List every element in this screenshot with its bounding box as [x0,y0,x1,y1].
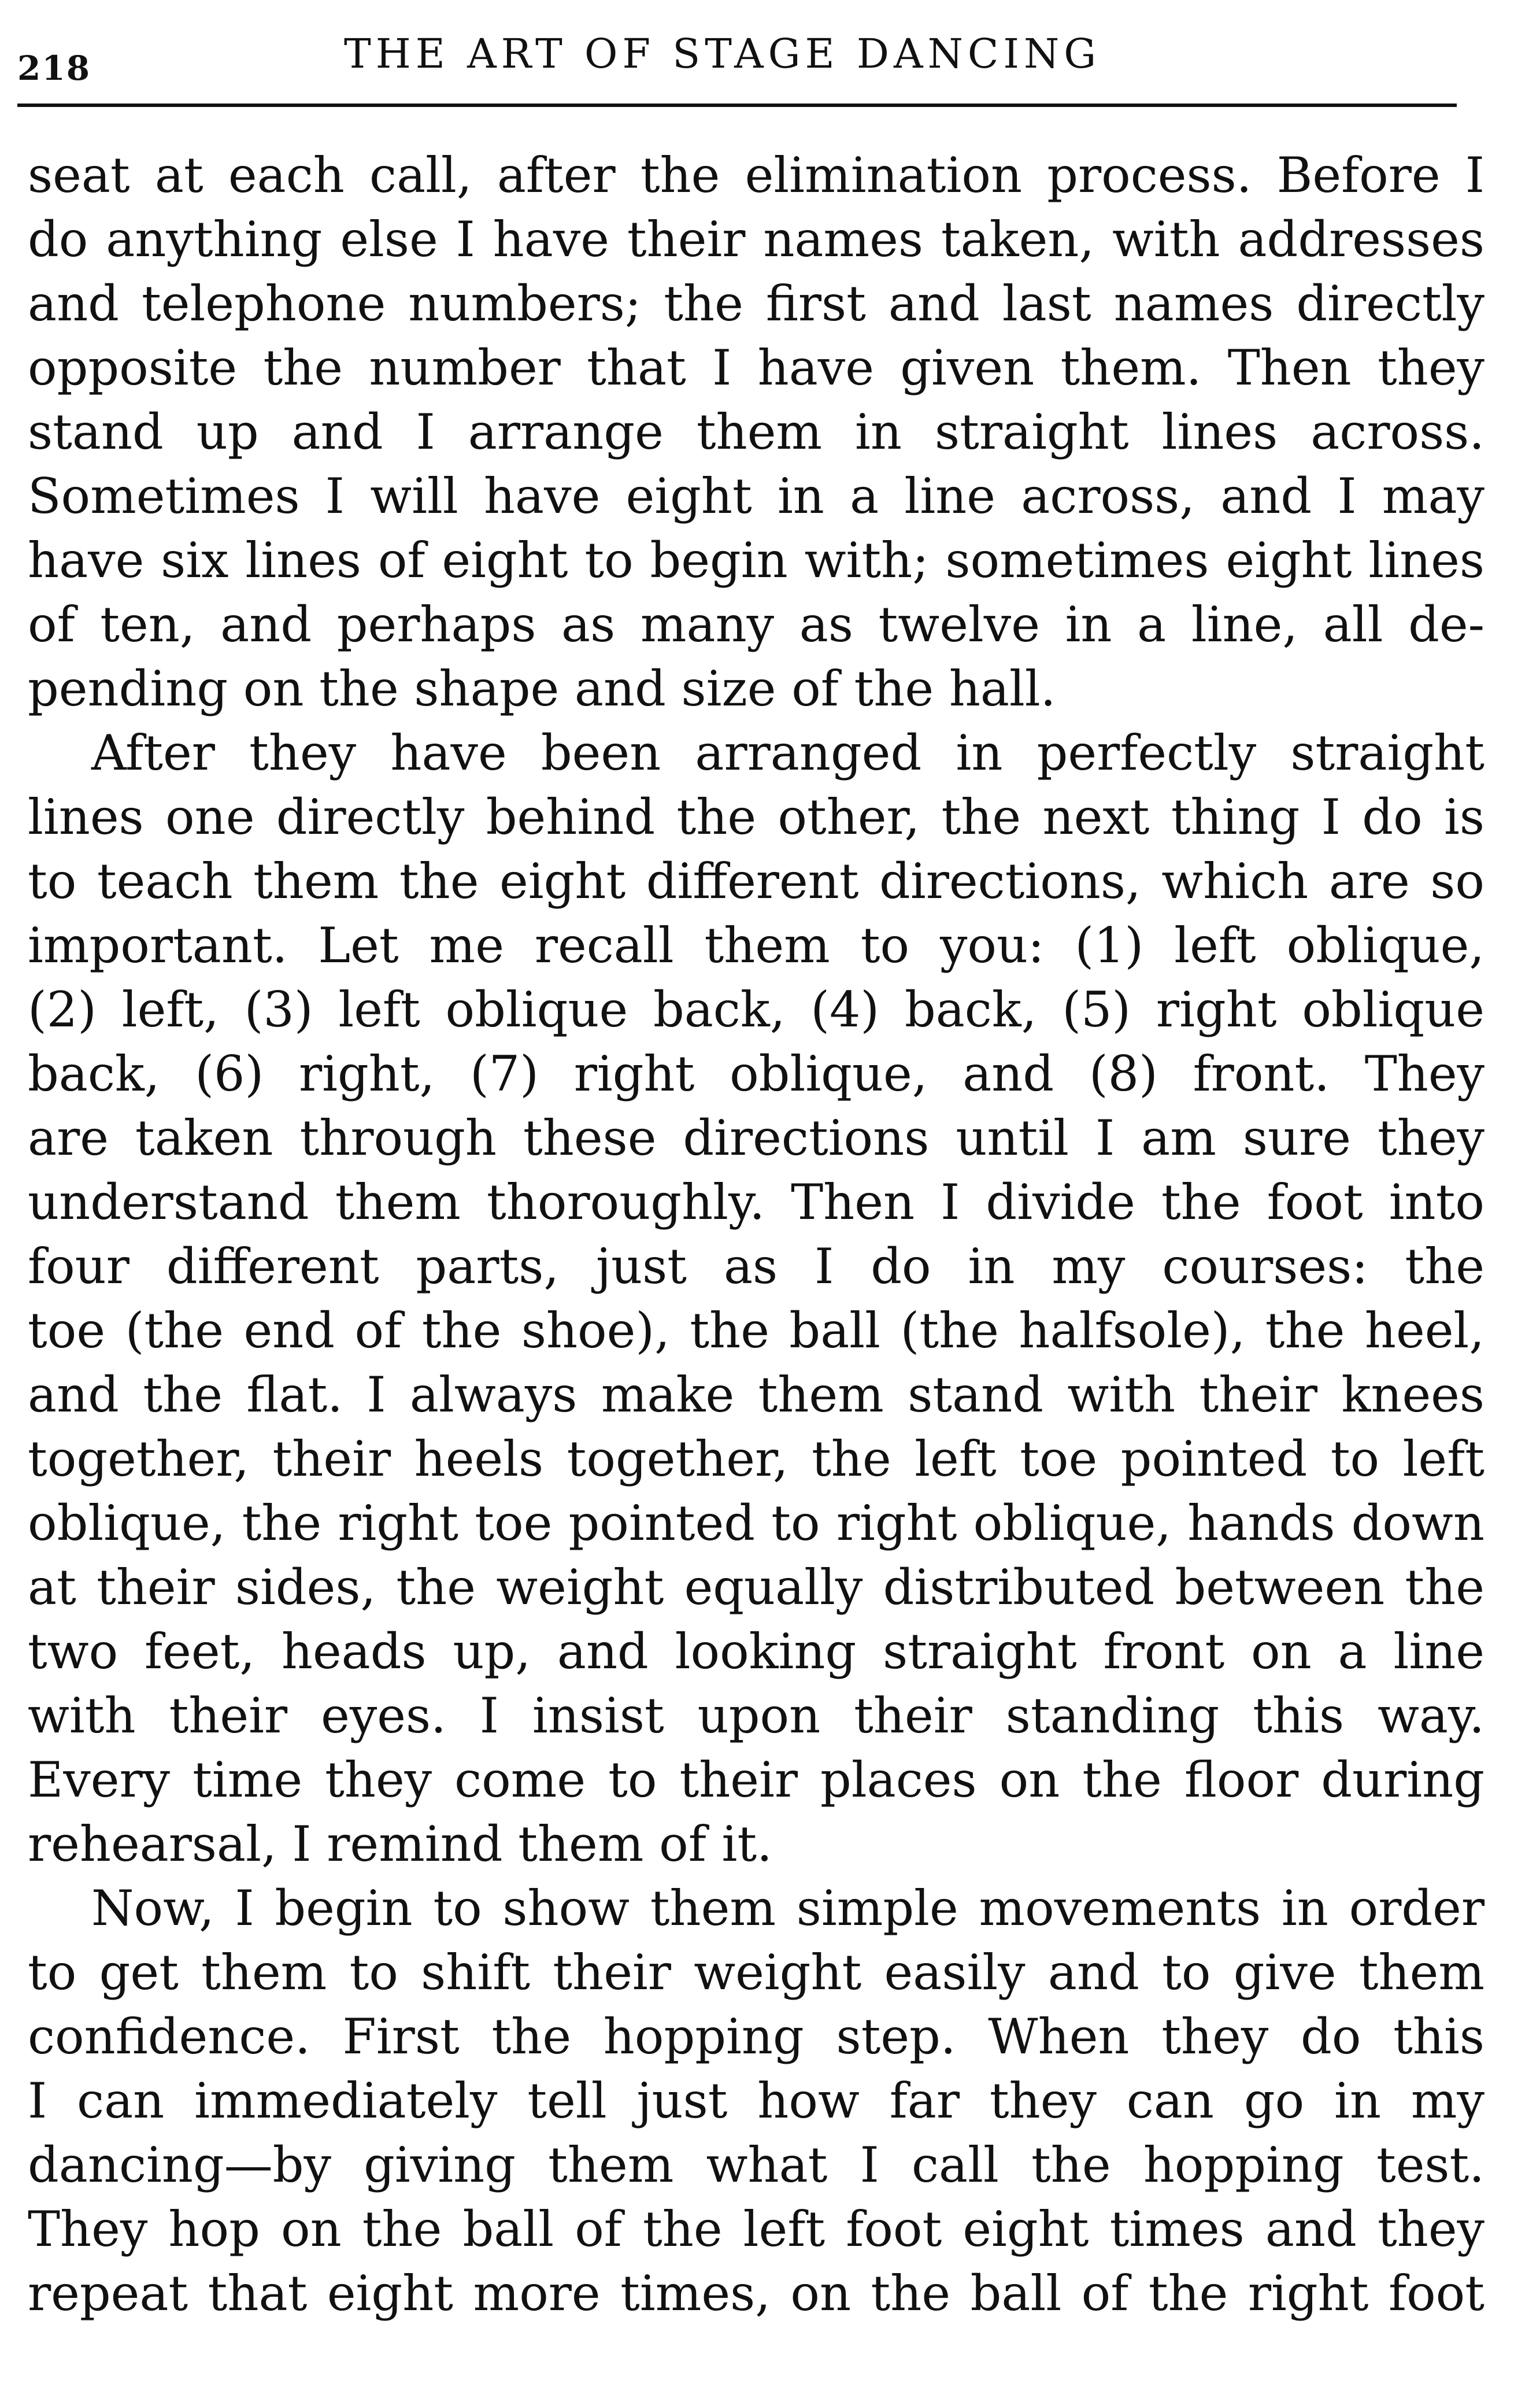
paragraph-start-line: After they have been arranged in perfectly straight [91,725,1485,781]
text-line: They hop on the ball of the left foot eight times and they [28,2201,1485,2257]
text-line: seat at each call, after the elimination process. Before I [28,147,1485,204]
text-line: I can immediately tell just how far they can go in my [28,2072,1485,2129]
text-line: rehearsal, I remind them of it. [28,1816,772,1872]
text-line: (2) left, (3) left oblique back, (4) back, (5) right oblique [28,981,1485,1038]
page-number: 218 [17,49,91,88]
text-line: pending on the shape and size of the hall. [28,660,1056,717]
paragraph-start-line: Now, I begin to show them simple movements in order [91,1880,1485,1937]
header-rule [17,104,1457,107]
text-line: of ten, and perhaps as many as twelve in a line, all de- [28,596,1485,653]
text-line: do anything else I have their names taken, with addresses [28,211,1485,268]
page-header [17,25,1515,112]
body-text [28,143,1485,2326]
text-line: understand them thoroughly. Then I divide the foot into [28,1174,1485,1231]
text-line: and the flat. I always make them stand with their knees [28,1366,1485,1423]
text-line: confidence. First the hopping step. When they do this [28,2008,1485,2065]
text-line: repeat that eight more times, on the ball of the right foot [28,2265,1485,2322]
text-line: opposite the number that I have given them. Then they [28,339,1485,396]
text-line: important. Let me recall them to you: (1) left oblique, [28,917,1485,974]
text-line: toe (the end of the shoe), the ball (the halfsole), the heel, [28,1302,1485,1359]
text-line: to teach them the eight different directions, which are so [28,853,1485,910]
text-line: together, their heels together, the left toe pointed to left [28,1431,1485,1487]
running-head: THE ART OF STAGE DANCING [344,30,1101,77]
text-line: two feet, heads up, and looking straight front on a line [28,1623,1485,1680]
text-line: back, (6) right, (7) right oblique, and (8) front. They [28,1045,1485,1102]
text-line: lines one directly behind the other, the next thing I do is [28,789,1485,845]
text-line: have six lines of eight to begin with; sometimes eight lines [28,532,1485,589]
text-line: dancing—by giving them what I call the hopping test. [28,2137,1485,2193]
text-line: to get them to shift their weight easily and to give them [28,1944,1485,2001]
text-line: at their sides, the weight equally distributed between the [28,1559,1485,1616]
text-line: Sometimes I will have eight in a line across, and I may [28,468,1485,524]
text-line: and telephone numbers; the first and last names directly [28,275,1485,332]
text-line: stand up and I arrange them in straight lines across. [28,404,1485,460]
text-line: Every time they come to their places on the floor during [28,1752,1485,1808]
text-line: four different parts, just as I do in my courses: the [28,1238,1485,1295]
text-line: are taken through these directions until I am sure they [28,1110,1485,1166]
text-line: with their eyes. I insist upon their standing this way. [28,1687,1485,1744]
text-line: oblique, the right toe pointed to right oblique, hands down [28,1495,1485,1551]
